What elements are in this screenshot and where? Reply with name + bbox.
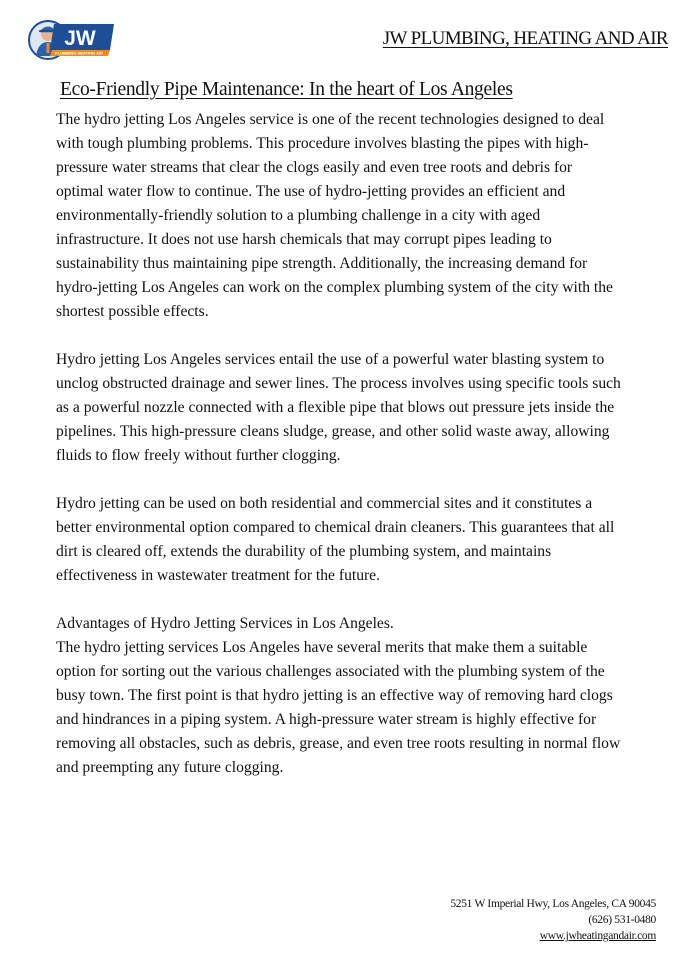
paragraph-3: Hydro jetting can be used on both residential and commercial sites and it constitutes a better environmental option compared to chemical drain cleaners. This guarantees that all dirt is cleared off, extends the durability of the plumbing system, and maintains effectiveness in wastewater treatment for the future. [56,495,615,584]
footer-contact [450,896,656,944]
footer-address: 5251 W Imperial Hwy, Los Angeles, CA 90045 [450,898,656,910]
company-name: JW PLUMBING, HEATING AND AIR [382,28,668,49]
company-logo [28,14,118,62]
page-title: Eco-Friendly Pipe Maintenance: In the heart of Los Angeles [60,79,513,100]
footer-website-link[interactable]: www.jwheatingandair.com [539,930,656,942]
svg-text:PLUMBING HEATING AIR: PLUMBING HEATING AIR [55,50,103,56]
paragraph-2: Hydro jetting Los Angeles services entail the use of a powerful water blasting system to unclog obstructed drainage and sewer lines. The process involves using specific tools such as a powerful nozzle connected with a flexible pipe that blows out pressure jets inside the pipelines. This high-pressure cleans sludge, grease, and other solid waste away, allowing fluids to flow freely without further clogging. [56,351,621,464]
footer-phone: (626) 531-0480 [588,914,656,926]
paragraph-1: The hydro jetting Los Angeles service is one of the recent technologies designed to deal with tough plumbing problems. This procedure involves blasting the pipes with high-pressure water streams that clear the clogs easily and even tree roots and debris for optimal water flow to continue. The use of hydro-jetting provides an efficient and environmentally-friendly solution to a plumbing challenge in a city with aged infrastructure. It does not use harsh chemicals that may corrupt pipes leading to sustainability thus maintaining pipe strength. Additionally, the increasing demand for hydro-jetting Los Angeles can work on the complex plumbing system of the city with the shortest possible effects. [56,111,613,320]
svg-text:JW: JW [64,27,96,50]
paragraph-4: The hydro jetting services Los Angeles have several merits that make them a suitable option for sorting out the various challenges associated with the plumbing system of the busy town. The first point is that hydro jetting is an effective way of removing hard clogs and hindrances in a piping system. A high-pressure water stream is highly effective for removing all obstacles, such as debris, grease, and even tree roots resulting in normal flow and preempting any future clogging. [56,639,621,776]
article-body [56,108,622,780]
advantages-subheading: Advantages of Hydro Jetting Services in Los Angeles. [56,615,394,632]
